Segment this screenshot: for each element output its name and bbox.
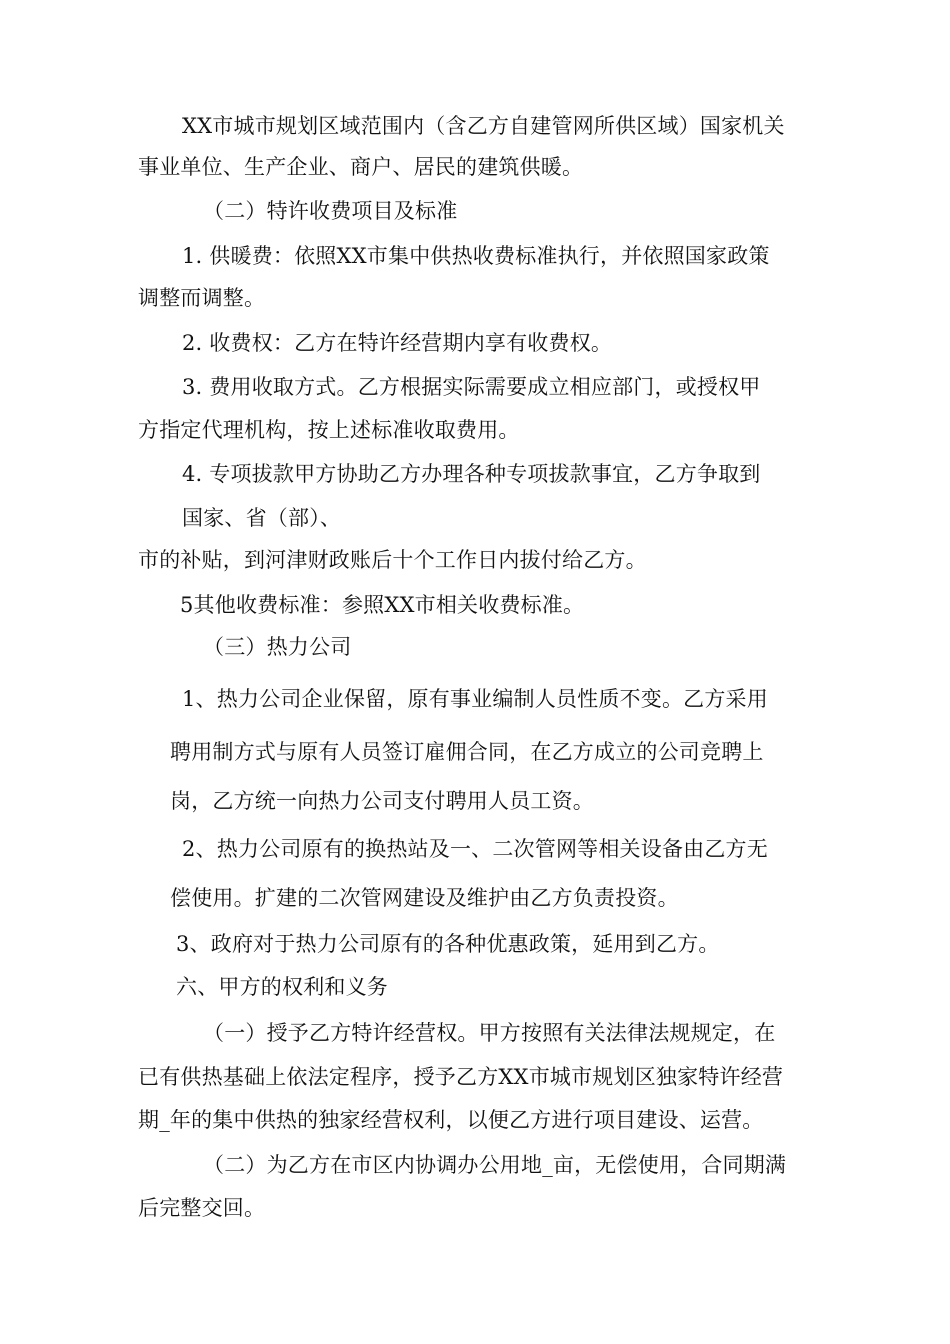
text-line: 调整而调整。 — [138, 286, 266, 310]
text-line: 2. 收费权：乙方在特许经营期内享有收费权。 — [182, 331, 613, 355]
text-line: 3、政府对于热力公司原有的各种优惠政策，延用到乙方。 — [176, 932, 720, 956]
text-line: 5其他收费标准：参照XX市相关收费标准。 — [180, 593, 585, 617]
section-heading: 六、甲方的权利和义务 — [176, 975, 388, 999]
text-line: 4. 专项拔款甲方协助乙方办理各种专项拔款事宜，乙方争取到 — [182, 462, 761, 486]
text-line: 岗，乙方统一向热力公司支付聘用人员工资。 — [170, 789, 594, 813]
text-line: 已有供热基础上依法定程序，授予乙方XX市城市规划区独家特许经营 — [138, 1065, 784, 1089]
section-heading: （二）特许收费项目及标准 — [203, 199, 458, 223]
text-line: 国家、省（部）、 — [182, 506, 342, 530]
text-line: XX市城市规划区域范围内（含乙方自建管网所供区域）国家机关 — [182, 114, 785, 138]
text-line: 方指定代理机构，按上述标准收取费用。 — [138, 418, 520, 442]
text-line: 期_年的集中供热的独家经营权利，以便乙方进行项目建设、运营。 — [138, 1108, 764, 1132]
text-line: （一）授予乙方特许经营权。甲方按照有关法律法规规定，在 — [203, 1021, 776, 1045]
text-line: 事业单位、生产企业、商户、居民的建筑供暖。 — [138, 155, 584, 179]
text-line: （二）为乙方在市区内协调办公用地_亩，无偿使用，合同期满 — [203, 1153, 787, 1177]
text-line: 后完整交回。 — [138, 1196, 266, 1220]
text-line: 3. 费用收取方式。乙方根据实际需要成立相应部门，或授权甲 — [182, 375, 761, 399]
text-line: 聘用制方式与原有人员签订雇佣合同，在乙方成立的公司竞聘上 — [170, 740, 764, 764]
text-line: 市的补贴，到河津财政账后十个工作日内拔付给乙方。 — [138, 548, 647, 572]
section-heading: （三）热力公司 — [203, 635, 352, 659]
text-line: 1. 供暖费：依照XX市集中供热收费标准执行，并依照国家政策 — [182, 244, 770, 268]
text-line: 1、热力公司企业保留，原有事业编制人员性质不变。乙方采用 — [182, 687, 768, 711]
text-line: 2、热力公司原有的换热站及一、二次管网等相关设备由乙方无 — [182, 837, 768, 861]
text-line: 偿使用。扩建的二次管网建设及维护由乙方负责投资。 — [170, 886, 679, 910]
